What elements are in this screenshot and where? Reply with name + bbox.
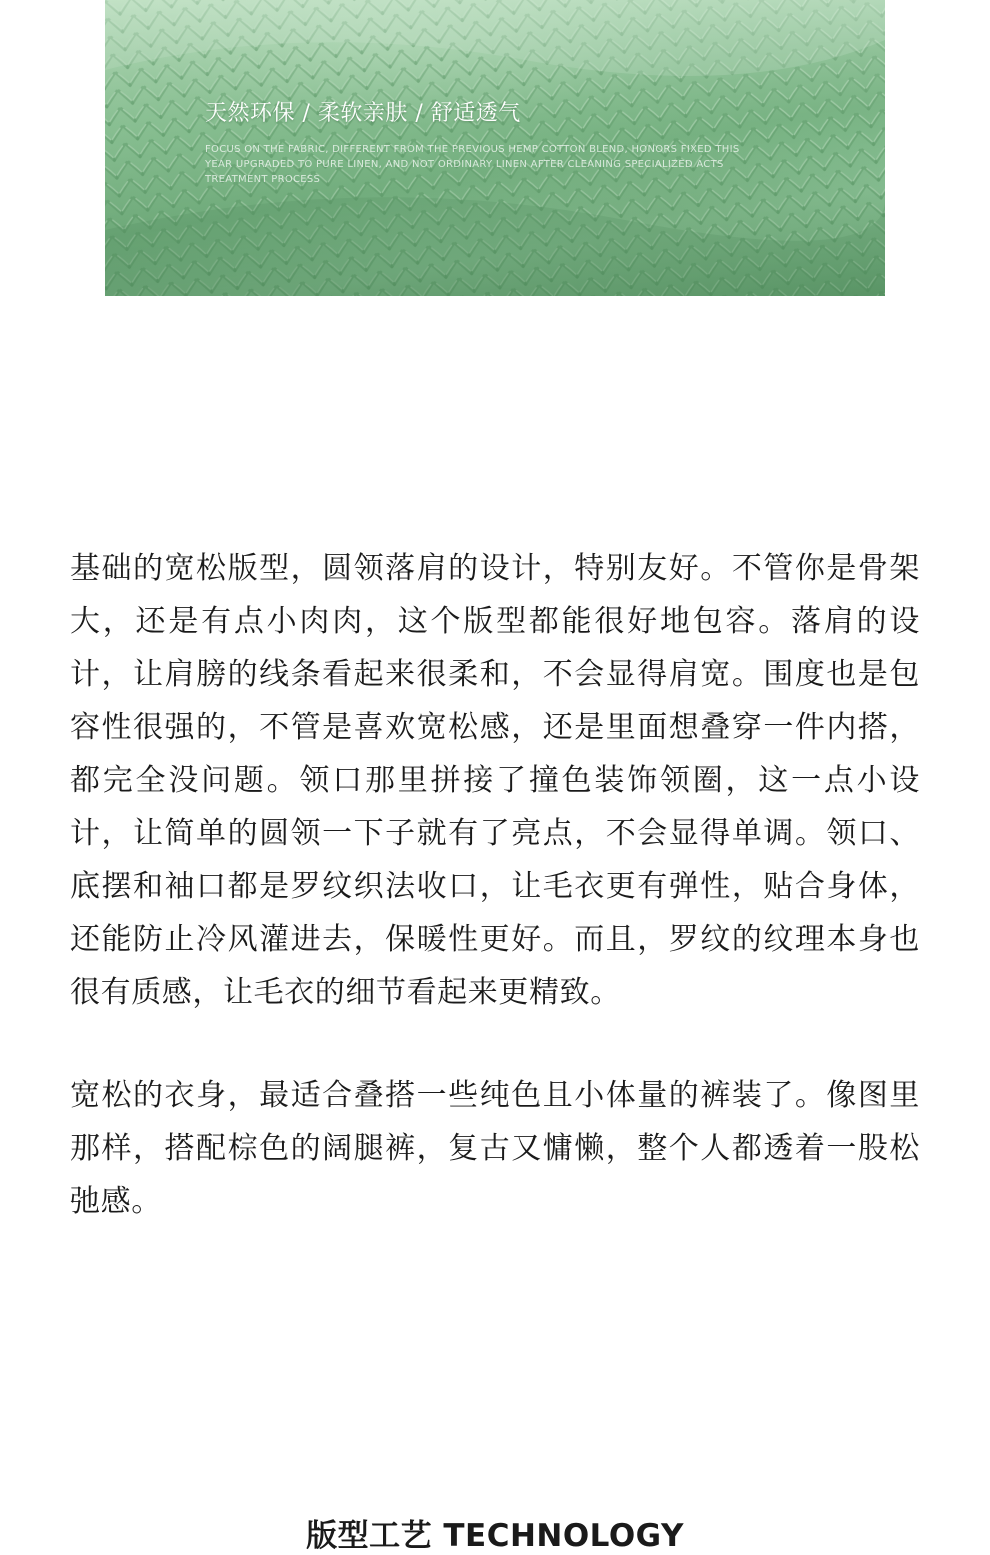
description-paragraph: 基础的宽松版型，圆领落肩的设计，特别友好。不管你是骨架大，还是有点小肉肉，这个版型都能很好地包容。落肩的设计，让肩膀的线条看起来很柔和，不会显得肩宽。围度也是包容性很强的，不管是喜欢宽松感，还是里面想叠穿一件内搭，都完全没问题。领口那里拼接了撞色装饰领圈，这一点小设计，让简单的圆领一下子就有了亮点，不会显得单调。领口、底摆和袖口都是罗纹织法收口，让毛衣更有弹性，贴合身体，还能防止冷风灌进去，保暖性更好。而且，罗纹的纹理本身也很有质感，让毛衣的细节看起来更精致。 xyxy=(70,551,920,1010)
hero-title: 天然环保 / 柔软亲肤 / 舒适透气 xyxy=(205,101,521,126)
hero-image xyxy=(105,0,885,296)
section-heading: 版型工艺 TECHNOLOGY xyxy=(306,1518,684,1554)
hero-subtitle: FOCUS ON THE FABRIC, DIFFERENT FROM THE PREVIOUS HEMP COTTON BLEND, HONORS FIXED THIS YEAR UPGRADED TO PURE LINEN, AND NOT ORDINARY LINEN AFTER CLEANING SPECIALIZED ACTS TREATMENT PROCESS xyxy=(205,144,740,185)
description-paragraph: 宽松的衣身，最适合叠搭一些纯色且小体量的裤装了。像图里那样，搭配棕色的阔腿裤，复古又慵懒，整个人都透着一股松弛感。 xyxy=(70,1078,920,1219)
product-description xyxy=(70,542,920,1228)
